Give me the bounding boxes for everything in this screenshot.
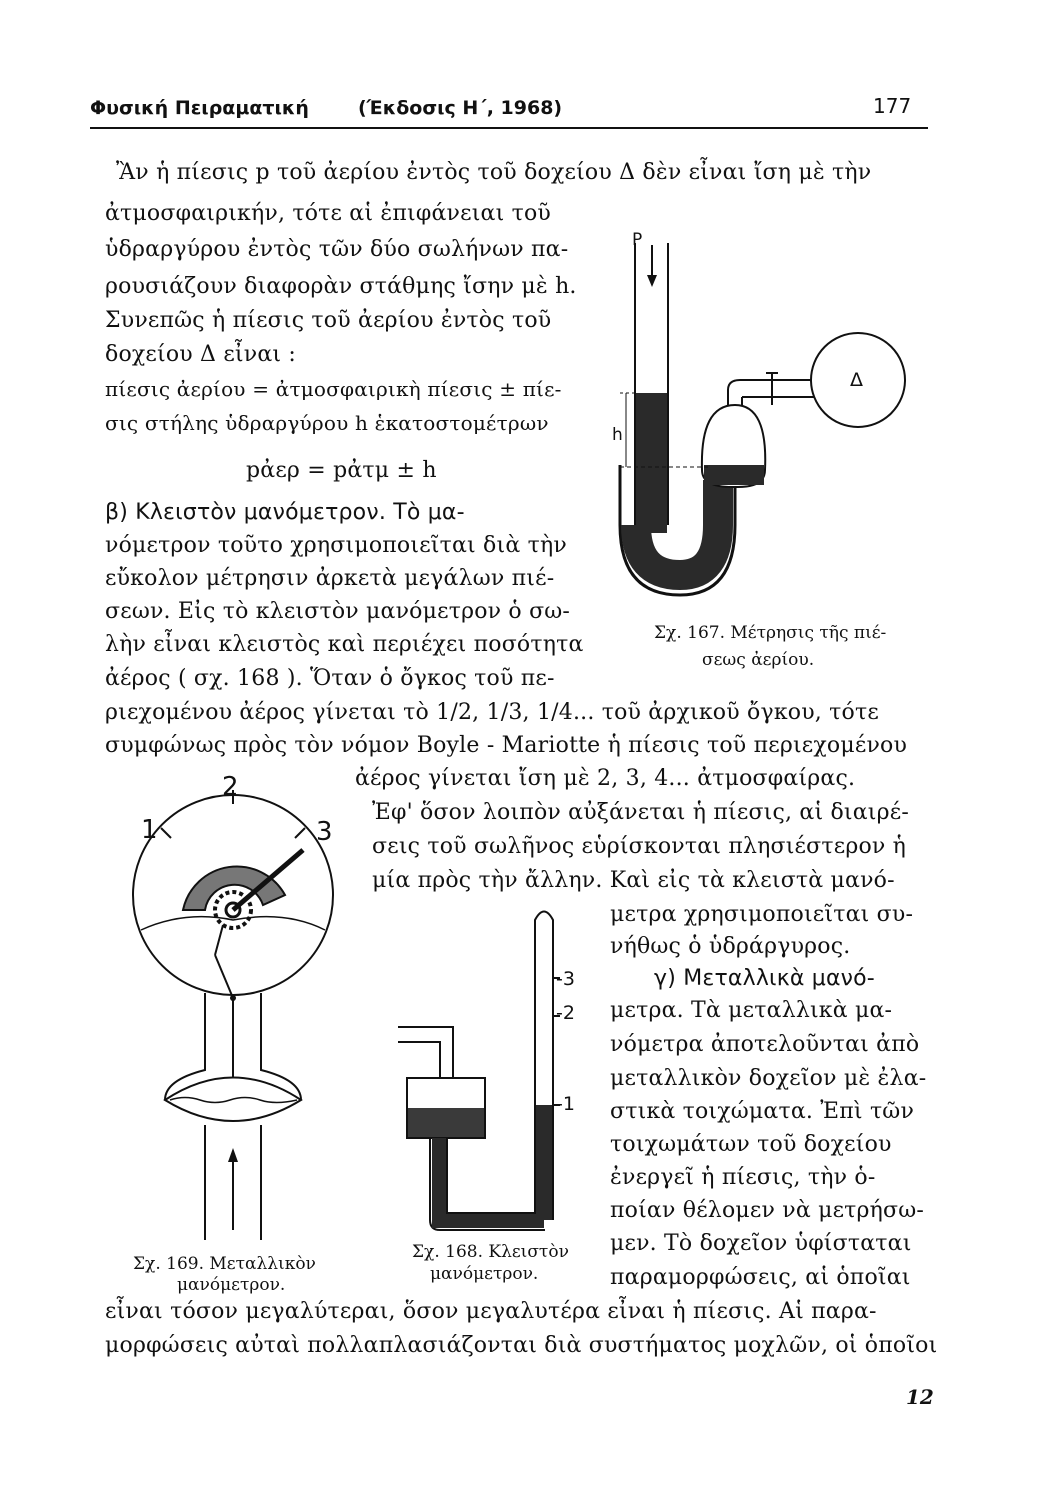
text-line: μεταλλικὸν δοχεῖον μὲ ἐλα- [610,1066,927,1091]
text-line: μεν. Τὸ δοχεῖον ὑφίσταται [610,1231,912,1256]
figure-169-caption-cont: μανόμετρον. [177,1275,286,1295]
figure-168-caption-cont: μανόμετρον. [430,1264,539,1284]
text-line: παραμορφώσεις, αἱ ὁποῖαι [610,1265,911,1290]
text-line: ἀτμοσφαιρικήν, τότε αἱ ἐπιφάνειαι τοῦ [105,201,551,226]
text-line: μορφώσεις αὐταὶ πολλαπλασιάζονται διὰ συστήματος μοχλῶν, οἱ ὁποῖοι [105,1333,938,1358]
figure-168-closed-manometer [395,895,595,1235]
text-line: σεις τοῦ σωλῆνος εὑρίσκονται πλησιέστερον ἡ [372,834,907,859]
text-line: ἐνεργεῖ ἡ πίεσις, τὴν ὁ- [610,1165,876,1190]
figure-167-open-manometer [600,225,920,635]
tube-mark-3: -3 [556,968,575,990]
text-line: νήθως ὁ ὑδράργυρος. [610,934,851,959]
text-line: ποίαν θέλομεν νὰ μετρήσω- [610,1198,925,1223]
label-delta: Δ [850,369,863,391]
text-line: μετρα. Τὰ μεταλλικὰ μα- [610,998,893,1023]
signature-mark: 12 [906,1385,934,1409]
dial-label-2: 2 [222,772,239,802]
figure-167-caption: Σχ. 167. Μέτρησις τῆς πιέ- [654,623,887,643]
book-title: Φυσική Πειραματική [90,97,309,119]
text-line: συμφώνως πρὸς τὸν νόμον Boyle - Mariotte ἡ πίεσις τοῦ περιεχομένου [105,733,908,758]
text-line: νόμετρα ἀποτελοῦνται ἀπὸ [610,1032,920,1057]
text-line: δοχείου Δ εἶναι : [105,342,297,367]
text-line: σεων. Εἰς τὸ κλειστὸν μανόμετρον ὁ σω- [105,599,571,624]
text-line: Συνεπῶς ἡ πίεσις τοῦ ἀερίου ἐντὸς τοῦ [105,308,552,333]
text-line: νόμετρον τοῦτο χρησιμοποιεῖται διὰ τὴν [105,533,567,558]
text-line: λὴν εἶναι κλειστὸς καὶ περιέχει ποσότητα [105,632,584,657]
edition-info: (Έκδοσις Η΄, 1968) [358,97,563,119]
formula: pἀερ = pἀτμ ± h [246,458,437,483]
figure-169-caption: Σχ. 169. Μεταλλικὸν [133,1254,316,1274]
dial-label-3: 3 [316,817,333,847]
tube-mark-2: -2 [556,1002,575,1024]
figure-168-caption: Σχ. 168. Κλειστὸν [412,1242,569,1262]
header-rule [90,127,928,129]
text-line: β) Κλειστὸν μανόμετρον. Τὸ μα- [105,500,465,525]
text-line: Ἂν ἡ πίεσις p τοῦ ἀερίου ἐντὸς τοῦ δοχείου Δ δὲν εἶναι ἴση μὲ τὴν [116,160,872,185]
text-line: ριεχομένου ἀέρος γίνεται τὸ 1/2, 1/3, 1/4... τοῦ ἀρχικοῦ ὄγκου, τότε [105,700,879,725]
text-line: εὔκολον μέτρησιν ἀρκετὰ μεγάλων πιέ- [105,566,555,591]
text-line: εἶναι τόσον μεγαλύτεραι, ὅσον μεγαλυτέρα εἶναι ἡ πίεσις. Αἱ παρα- [105,1299,877,1324]
text-line: ρουσιάζουν διαφορὰν στάθμης ἴσην μὲ h. [105,274,577,299]
text-line: πίεσις ἀερίου = ἀτμοσφαιρικὴ πίεσις ± πίε- [105,377,562,401]
tube-mark-1: -1 [556,1093,575,1115]
page-number: 177 [873,94,912,118]
text-line: σις στήλης ὑδραργύρου h ἑκατοστομέτρων [105,411,549,435]
figure-169-metallic-manometer [125,770,375,1250]
text-line: τοιχωμάτων τοῦ δοχείου [610,1132,892,1157]
text-line: μία πρὸς τὴν ἄλλην. Καὶ εἰς τὰ κλειστὰ μανό- [372,868,895,893]
text-line: ἀέρος ( σχ. 168 ). Ὅταν ὁ ὄγκος τοῦ πε- [105,666,555,691]
text-line: στικὰ τοιχώματα. Ἐπὶ τῶν [610,1099,915,1124]
text-line: γ) Μεταλλικὰ μανό- [654,966,875,991]
text-line: ὑδραργύρου ἐντὸς τῶν δύο σωλήνων πα- [105,237,569,262]
text-line: μετρα χρησιμοποιεῖται συ- [610,902,914,927]
text-line: ἀέρος γίνεται ἴση μὲ 2, 3, 4... ἀτμοσφαίρας. [355,766,856,791]
mercury-column-left [636,393,667,533]
dial-label-1: 1 [141,815,158,845]
label-p: P [632,230,643,250]
figure-167-caption-cont: σεως ἀερίου. [702,650,815,670]
label-h: h [612,425,623,445]
text-line: Ἐφ' ὅσον λοιπὸν αὐξάνεται ἡ πίεσις, αἱ διαιρέ- [372,800,909,825]
